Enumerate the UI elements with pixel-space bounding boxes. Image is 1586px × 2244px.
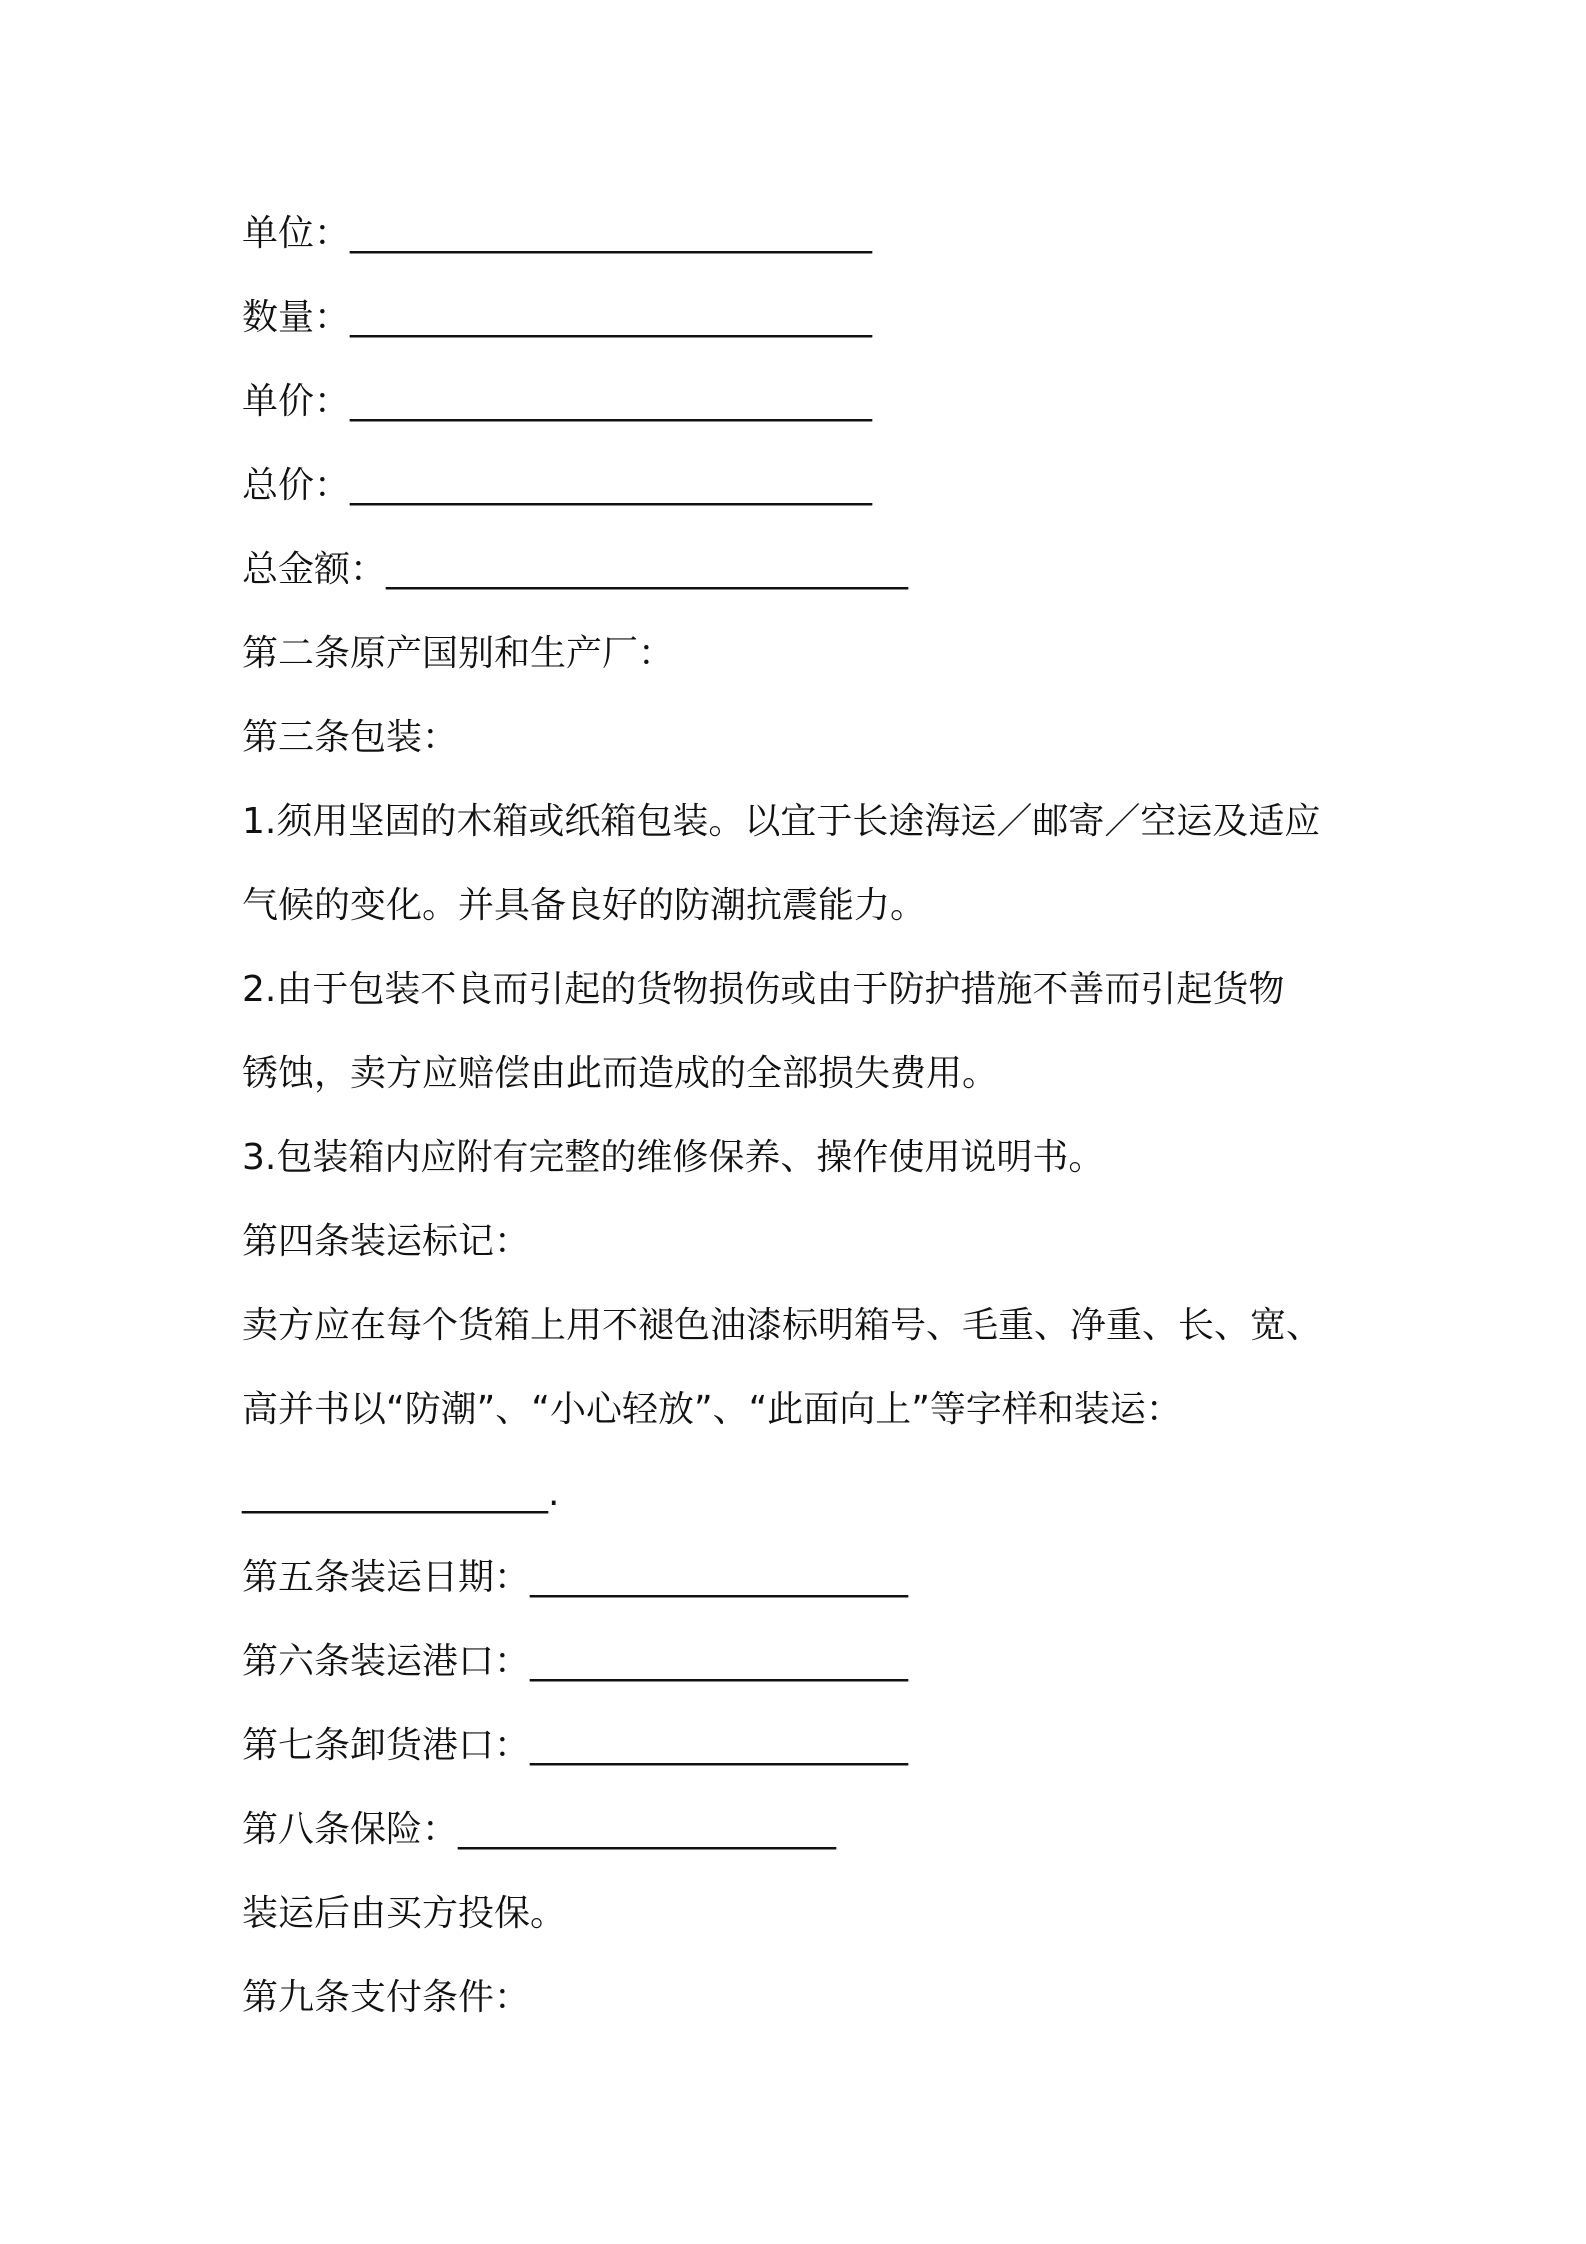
total-amount-field-line: 总金额：_____________________________ [242,549,909,590]
packing-clause-2-line-1: 2.由于包装不良而引起的货物损伤或由于防护措施不善而引起货物 [242,969,1285,1010]
article-4-heading: 第四条装运标记： [242,1221,531,1262]
marking-blank-line: _________________. [242,1473,560,1514]
insurance-clause: 装运后由买方投保。 [242,1893,567,1934]
unit-price-field-line: 单价：_____________________________ [242,381,873,422]
marking-clause-line-2: 高并书以“防潮”、“小心轻放”、“此面向上”等字样和装运： [242,1389,1182,1430]
document-page [242,206,1362,2054]
unit-field-line: 单位：_____________________________ [242,213,873,254]
quantity-field-line: 数量：_____________________________ [242,297,873,338]
article-7-port-of-discharge: 第七条卸货港口：_____________________ [242,1725,909,1766]
article-2-heading: 第二条原产国别和生产厂： [242,633,675,674]
packing-clause-2-line-2: 锈蚀，卖方应赔偿由此而造成的全部损失费用。 [242,1053,999,1094]
packing-clause-1-line-2: 气候的变化。并具备良好的防潮抗震能力。 [242,885,927,926]
article-5-shipment-date: 第五条装运日期：_____________________ [242,1557,909,1598]
total-price-field-line: 总价：_____________________________ [242,465,873,506]
article-8-insurance: 第八条保险：_____________________ [242,1809,837,1850]
packing-clause-3: 3.包装箱内应附有完整的维修保养、操作使用说明书。 [242,1137,1105,1178]
packing-clause-1-line-1: 1.须用坚固的木箱或纸箱包装。以宜于长途海运／邮寄／空运及适应 [242,801,1321,842]
article-6-port-of-loading: 第六条装运港口：_____________________ [242,1641,909,1682]
marking-clause-line-1: 卖方应在每个货箱上用不褪色油漆标明箱号、毛重、净重、长、宽、 [242,1305,1323,1346]
article-3-heading: 第三条包装： [242,717,459,758]
article-9-payment-terms: 第九条支付条件： [242,1977,531,2018]
